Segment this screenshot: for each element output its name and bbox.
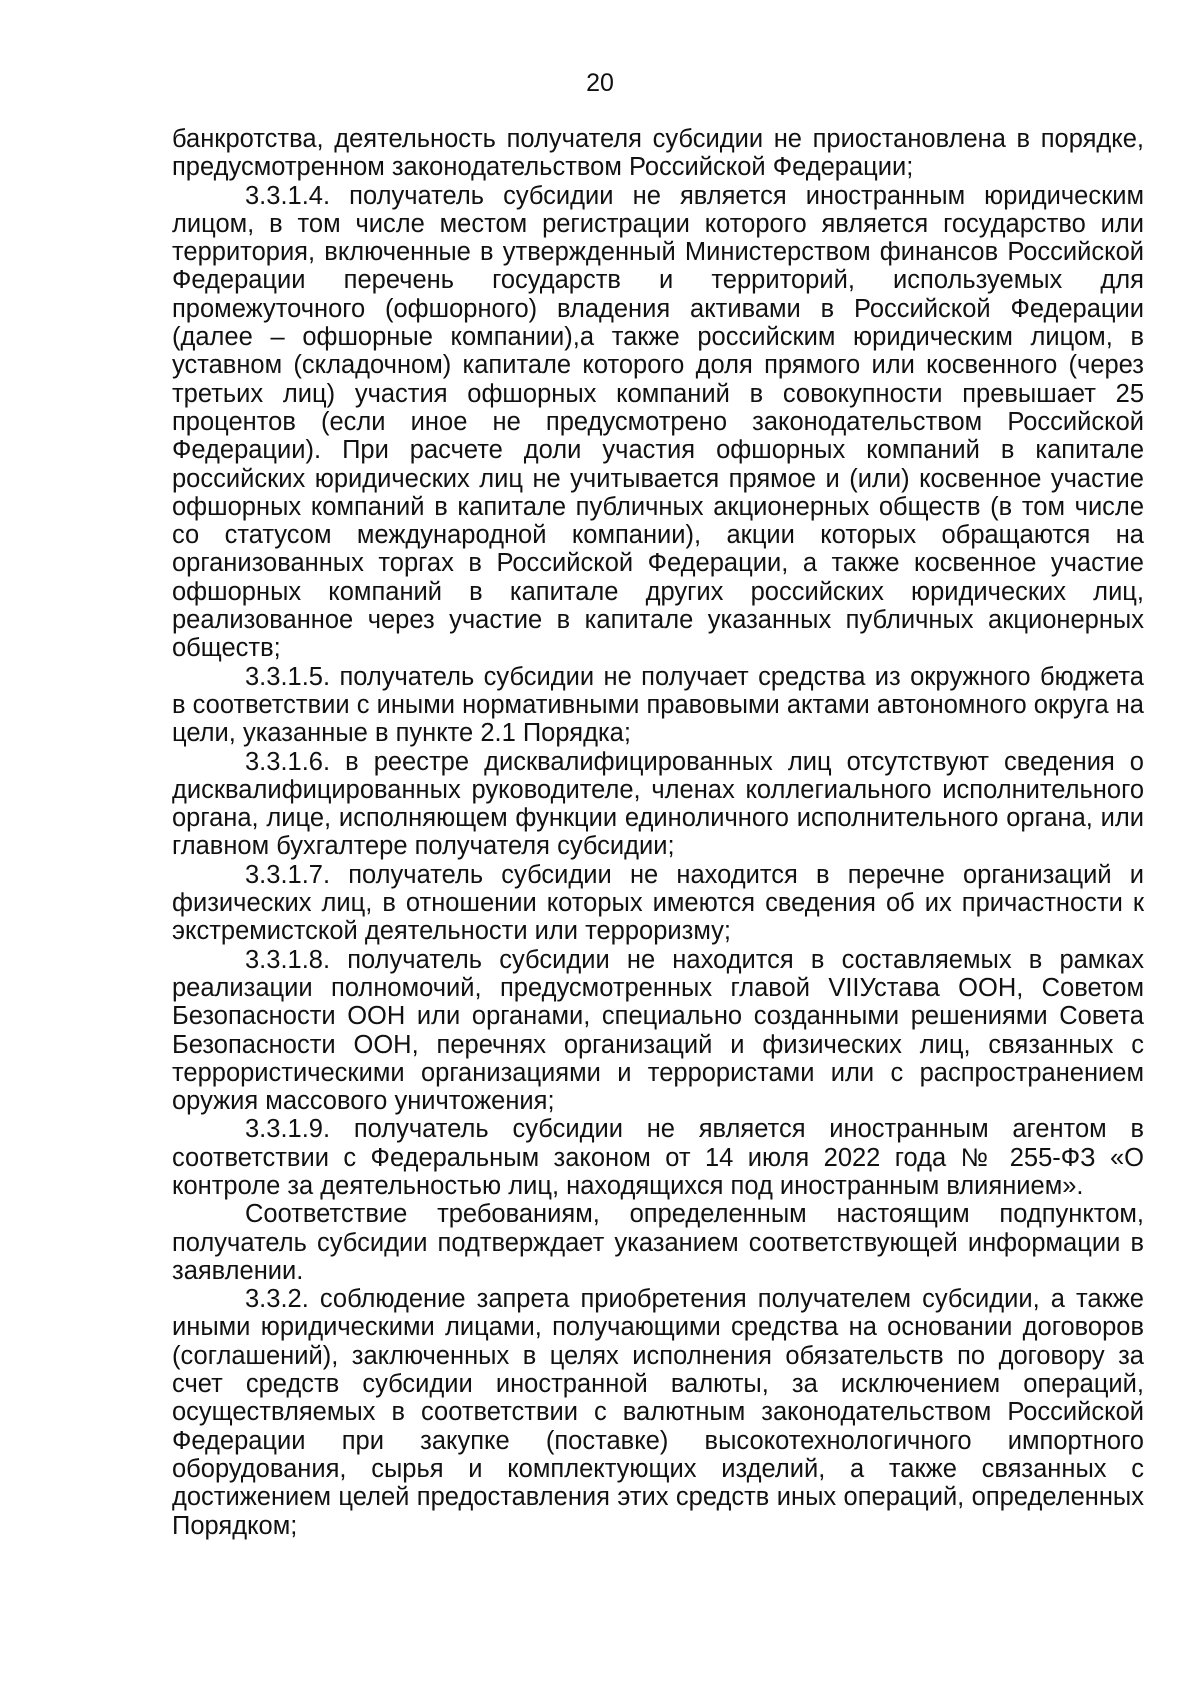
paragraph-compliance-confirmation: Соответствие требованиям, определенным настоящим подпунктом, получатель субсидии подтверждает указанием соответствующей информации в заявлении. <box>172 1200 1144 1285</box>
document-body <box>172 125 1144 1540</box>
paragraph-3-3-1-9: 3.3.1.9. получатель субсидии не является иностранным агентом в соответствии с Федеральным законом от 14 июля 2022 года № 255-ФЗ «О контроле за деятельностью лиц, находящихся под иностранным влиянием». <box>172 1115 1144 1200</box>
paragraph-3-3-1-6: 3.3.1.6. в реестре дисквалифицированных лиц отсутствуют сведения о дисквалифицированных руководителе, членах коллегиального исполнительного органа, лице, исполняющем функции единоличного исполнительного органа, или главном бухгалтере получателя субсидии; <box>172 747 1144 861</box>
paragraph-3-3-1-7: 3.3.1.7. получатель субсидии не находится в перечне организаций и физических лиц, в отношении которых имеются сведения об их причастности к экстремистской деятельности или терроризму; <box>172 860 1144 946</box>
paragraph-3-3-1-8: 3.3.1.8. получатель субсидии не находится в составляемых в рамках реализации полномочий, предусмотренных главой VIIУстава ООН, Советом Безопасности ООН или органами, специально созданными решениями Совета Безопасности ООН, перечнях организаций и физических лиц, связанных с террористическими организациями и террористами или с распространением оружия массового уничтожения; <box>172 945 1144 1116</box>
page-number: 20 <box>586 69 614 97</box>
paragraph-3-3-1-4: 3.3.1.4. получатель субсидии не является иностранным юридическим лицом, в том числе местом регистрации которого является государство или территория, включенные в утвержденный Министерством финансов Российской Федерации перечень государств и территорий, используемых для промежуточного (офшорного) владения активами в Российской Федерации (далее – офшорные компании),а также российским юридическим лицом, в уставном (складочном) капитале которого доля прямого или косвенного (через третьих лиц) участия офшорных компаний в совокупности превышает 25 процентов (если иное не предусмотрено законодательством Российской Федерации). При расчете доли участия офшорных компаний в капитале российских юридических лиц не учитывается прямое и (или) косвенное участие офшорных компаний в капитале публичных акционерных обществ (в том числе со статусом международной компании), акции которых обращаются на организованных торгах в Российской Федерации, а также косвенное участие офшорных компаний в капитале других российских юридических лиц, реализованное через участие в капитале указанных публичных акционерных обществ; <box>172 181 1144 663</box>
paragraph-3-3-1-5: 3.3.1.5. получатель субсидии не получает средства из окружного бюджета в соответствии с иными нормативными правовыми актами автономного округа на цели, указанные в пункте 2.1 Порядка; <box>172 662 1144 748</box>
paragraph-3-3-2: 3.3.2. соблюдение запрета приобретения получателем субсидии, а также иными юридическими лицами, получающими средства на основании договоров (соглашений), заключенных в целях исполнения обязательств по договору за счет средств субсидии иностранной валюты, за исключением операций, осуществляемых в соответствии с валютным законодательством Российской Федерации при закупке (поставке) высокотехнологичного импортного оборудования, сырья и комплектующих изделий, а также связанных с достижением целей предоставления этих средств иных операций, определенных Порядком; <box>172 1285 1144 1540</box>
paragraph-bankruptcy-continuation: банкротства, деятельность получателя субсидии не приостановлена в порядке, предусмотренном законодательством Российской Федерации; <box>172 125 1144 182</box>
